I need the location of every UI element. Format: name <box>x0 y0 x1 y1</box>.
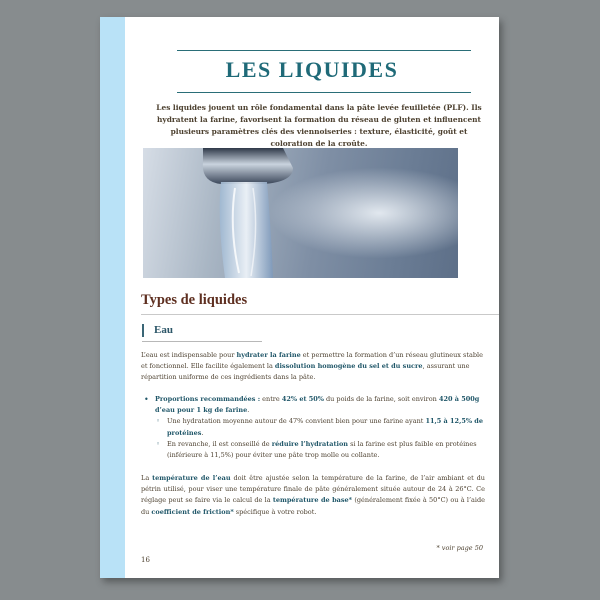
document-page <box>100 17 499 578</box>
title-rule-bottom <box>177 92 471 93</box>
intro-paragraph: Les liquides jouent un rôle fondamental dans la pâte levée feuilletée (PLF). Ils hydratent la farine, favorisent la formation du réseau de gluten et influencent plusieurs paramètres clés des viennoiseries : texture, élasticité, goût et coloration de la croûte. <box>156 103 482 148</box>
footnote: * voir page 50 <box>436 544 483 552</box>
subsection-title: Eau <box>154 324 173 336</box>
subsection-marker <box>142 324 144 337</box>
water-tap-illustration <box>143 148 458 278</box>
paragraph-eau: L’eau est indispensable pour hydrater la farine et permettre la formation d’un réseau glutineux stable et fonctionnel. Elle facilite également la dissolution homogène du sel et du sucre, assurant une répartition uniforme de ces ingrédients dans la pâte. <box>141 351 483 382</box>
side-accent-band <box>100 17 125 578</box>
page-title: LES LIQUIDES <box>225 57 399 82</box>
recommendations-list <box>141 394 485 461</box>
list-subitem: ◦ En revanche, il est conseillé de réduire l’hydratation si la farine est plus faible en protéines (inférieure à 11,5%) pour éviter une pâte trop molle ou collante. <box>141 439 485 461</box>
tap-spout <box>203 148 293 184</box>
title-rule-top <box>177 50 471 51</box>
subsection-rule <box>142 341 262 342</box>
water-stream <box>220 182 273 278</box>
paragraph-temperature: La température de l’eau doit être ajustée selon la température de la farine, de l’air ambiant et du pétrin utilisé, pour viser une température finale de pâte généralement située autour de 24 à 26°C. Ce réglage peut se faire via le calcul de la température de base* (généralement fixée à 50°C) ou à l’aide du coefficient de friction* spécifique à votre robot. <box>141 474 485 516</box>
page-number: 16 <box>141 556 150 564</box>
list-item: • Proportions recommandées : entre 42% et 50% du poids de la farine, soit environ 420 à 500g d’eau pour 1 kg de farine. <box>141 394 485 416</box>
water-tap-photo <box>143 148 458 278</box>
page-content <box>125 17 499 578</box>
list-subitem: ◦ Une hydratation moyenne autour de 47% convient bien pour une farine ayant 11,5 à 12,5% de protéines. <box>141 416 485 438</box>
section-rule <box>141 314 499 315</box>
background-glow <box>143 148 458 278</box>
section-title: Types de liquides <box>141 292 248 308</box>
